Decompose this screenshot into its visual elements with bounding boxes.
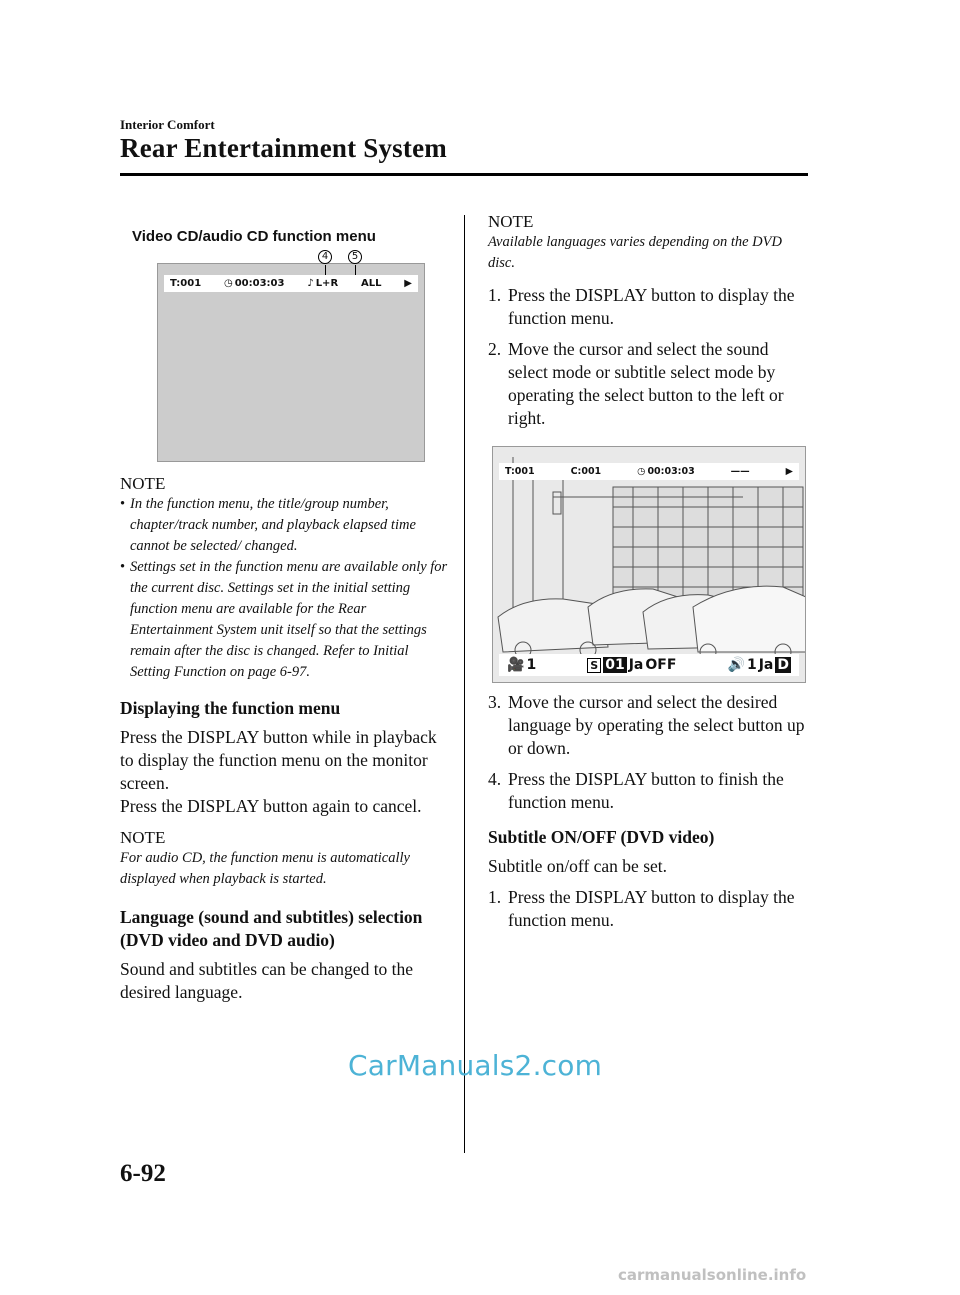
note-text: Available languages varies depending on the DVD disc. xyxy=(488,234,782,271)
function-menu-bar xyxy=(164,275,418,292)
body-text: Press the DISPLAY button again to cancel. xyxy=(120,796,422,816)
page-title: Rear Entertainment System xyxy=(120,133,447,163)
right-column xyxy=(488,212,810,932)
title-rule xyxy=(120,173,808,176)
vcd-function-menu-figure xyxy=(157,251,425,462)
note-text: For audio CD, the function menu is automatically displayed when playback is started. xyxy=(120,850,410,887)
angle-icon: 🎥 xyxy=(507,657,525,673)
subtitle-state: OFF xyxy=(645,657,677,673)
function-menu-bottom-bar xyxy=(499,654,799,676)
audio-setting xyxy=(728,657,791,673)
body-text: Sound and subtitles can be changed to the desired language. xyxy=(120,959,414,1002)
function-menu-top-bar xyxy=(499,463,799,480)
body-text: Subtitle on/off can be set. xyxy=(488,856,668,876)
steps-list xyxy=(488,886,810,932)
track-number: T:001 xyxy=(170,278,202,289)
note-heading: NOTE xyxy=(488,212,534,231)
audio-number: 1 xyxy=(746,657,757,673)
elapsed-time: ◷ 00:03:03 xyxy=(223,278,285,289)
steps-list xyxy=(488,284,810,430)
note-heading: NOTE xyxy=(120,828,166,847)
note-heading: NOTE xyxy=(120,474,166,493)
dvd-function-menu-figure xyxy=(492,446,806,683)
clock-icon: ◷ xyxy=(637,466,646,477)
callout-4-leader xyxy=(325,265,326,275)
figure-caption: Video CD/audio CD function menu xyxy=(132,228,376,245)
heading-subtitle-onoff: Subtitle ON/OFF (DVD video) xyxy=(488,827,715,847)
step-item: 1. Press the DISPLAY button to display the function menu. xyxy=(488,285,795,328)
callout-5-leader xyxy=(355,265,356,275)
footer-site: carmanualsonline.info xyxy=(618,1266,807,1284)
subtitle-setting xyxy=(587,657,676,673)
note-list xyxy=(120,494,450,683)
body-text: Press the DISPLAY button while in playback to display the function menu on the monitor screen. xyxy=(120,727,437,793)
left-column xyxy=(120,228,450,1004)
step-item: 4. Press the DISPLAY button to finish the function menu. xyxy=(488,769,784,812)
heading-displaying-menu: Displaying the function menu xyxy=(120,698,341,718)
callout-5: 5 xyxy=(348,250,362,264)
steps-list xyxy=(488,691,810,814)
step-item: 1. Press the DISPLAY button to display the function menu. xyxy=(488,887,795,930)
callout-4: 4 xyxy=(318,250,332,264)
note-item: • In the function menu, the title/group number, chapter/track number, and playback elapsed time cannot be selected/ changed. xyxy=(120,494,450,557)
audio-icon: 🔊 xyxy=(727,657,745,673)
repeat-mode: —— xyxy=(730,466,750,477)
play-icon: ▶ xyxy=(785,466,793,477)
column-divider xyxy=(464,215,465,1153)
step-item: 3. Move the cursor and select the desired language by operating the select button up or down. xyxy=(488,692,805,758)
play-icon: ▶ xyxy=(404,278,412,289)
subtitle-language: Ja xyxy=(628,657,644,673)
dolby-icon: D xyxy=(777,657,789,673)
title-number: T:001 xyxy=(505,466,535,477)
heading-language-selection: Language (sound and subtitles) selection (DVD video and DVD audio) xyxy=(120,907,423,950)
watermark: CarManuals2.com xyxy=(348,1049,603,1082)
step-item: 2. Move the cursor and select the sound select mode or subtitle select mode by operating the select button to the left or right. xyxy=(488,339,784,428)
page-number: 6-92 xyxy=(120,1160,166,1187)
note-item: • Settings set in the function menu are available only for the current disc. Settings set in the initial setting function menu are available for the Rear Entertainment System unit itself so that the settings remain after the disc is changed. Refer to Initial Setting Function on page 6-97. xyxy=(120,557,450,683)
elapsed-time: ◷ 00:03:03 xyxy=(637,466,695,477)
audio-language: Ja xyxy=(758,657,774,673)
chapter-number: C:001 xyxy=(570,466,602,477)
music-note-icon: ♪ xyxy=(307,278,314,289)
repeat-mode: ALL xyxy=(360,278,382,289)
audio-channel: ♪ L+R xyxy=(307,278,339,289)
angle-setting: 🎥 1 xyxy=(507,657,537,673)
subtitle-icon: S xyxy=(587,658,601,673)
street-scene-illustration xyxy=(493,447,806,683)
subtitle-number: 01 xyxy=(605,657,625,673)
section-label: Interior Comfort xyxy=(120,117,215,132)
clock-icon: ◷ xyxy=(223,278,233,289)
